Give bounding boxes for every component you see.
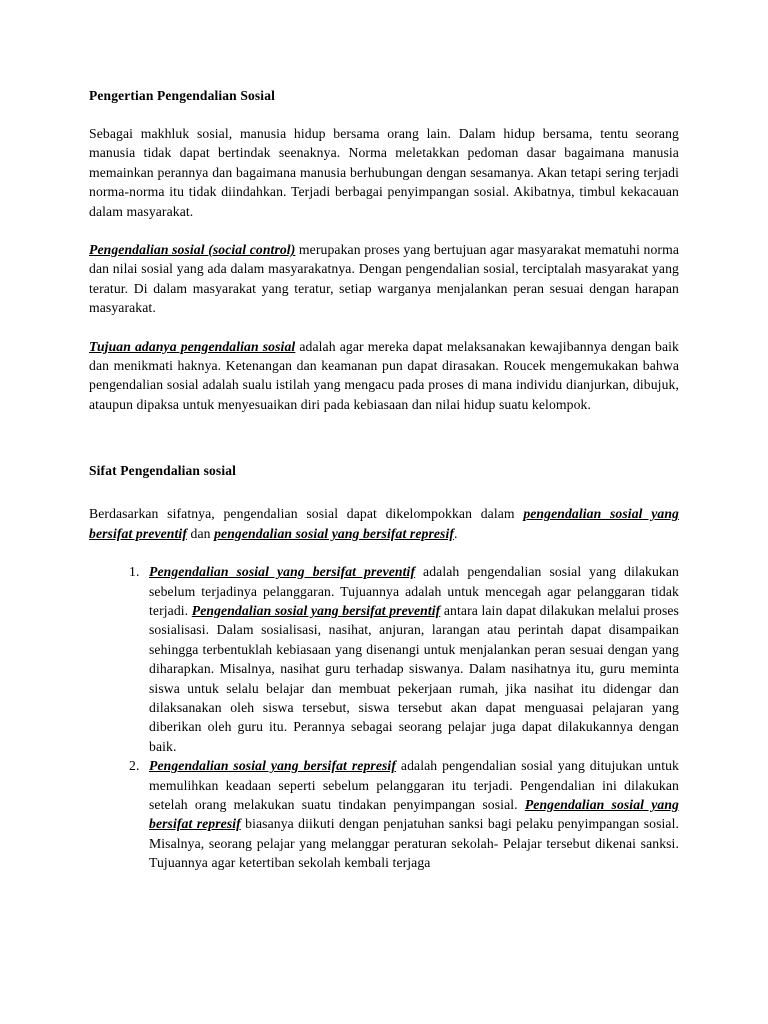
emphasis-represif-repeat: Pengendalian sosial yang bersifat represif [149,796,679,832]
list-item-text: adalah pengendalian sosial yang dilakukan sebelum terjadinya pelanggaran. Tujuannya adalah untuk mencegah agar pelanggaran tidak terjadi. [149,564,679,618]
list-item [143,756,679,872]
paragraph-definition-intro [89,124,679,221]
emphasis-preventif-repeat: Pengendalian sosial yang bersifat preventif [191,602,441,618]
spacer [89,414,679,461]
paragraph-text: merupakan proses yang bertujuan agar masyarakat mematuhi norma dan nilai sosial yang ada dalam masyarakatnya. Dengan pengendalian sosial, terciptalah masyarakat yang teratur. Di dalam masyarakat yang teratur, setiap warganya menjalankan peran sesuai dengan harapan masyarakat. [89,242,679,316]
spacer [89,105,679,124]
sifat-list [89,562,679,873]
paragraph-sifat-intro [89,504,679,543]
document-content [89,86,679,873]
spacer [89,480,679,504]
section-heading-sifat: Sifat Pengendalian sosial [89,463,237,479]
list-item-text: antara lain dapat dilakukan melalui proses sosialisasi. Dalam sosialisasi, nasihat, anjuran, larangan atau perintah dapat disampaikan sehingga terbentuklah kebiasaan yang disenangi untuk menjalankan peran sesuai dengan yang diharapkan. Misalnya, nasihat guru terhadap siswanya. Dalam nasihatnya itu, guru meminta siswa untuk selalu belajar dan membuat pekerjaan rumah, jika nasihat itu didengar dan dilaksanakan oleh siswa tersebut, siswa tersebut akan dapat menguasai pelajaran yang diberikan oleh guru itu. Perannya sebagai seorang pelajar juga dapat dilakukannya dengan baik. [149,602,679,754]
section-heading-pengertian: Pengertian Pengendalian Sosial [89,88,276,103]
list-item-text: adalah pengendalian sosial yang ditujukan untuk memulihkan keadaan seperti sebelum pelanggaran itu terjadi. Pengendalian ini dilakukan setelah orang melakukan suatu tindakan penyimpangan sosial. [149,758,679,812]
emphasis-represif-heading: Pengendalian sosial yang bersifat represif [149,758,396,774]
emphasis-represif: pengendalian sosial yang bersifat represif [214,525,455,541]
paragraph-text: . [454,525,458,541]
list-item [143,562,679,756]
paragraph-social-control [89,240,679,318]
emphasis-tujuan-adanya-pengendalian-sosial: Tujuan adanya pengendalian sosial [89,338,296,354]
paragraph-text: dan [186,525,215,541]
emphasis-pengendalian-sosial-social-control: Pengendalian sosial (social control) [89,242,296,258]
paragraph-tujuan [89,337,679,415]
paragraph-text: Sebagai makhluk sosial, manusia hidup bersama orang lain. Dalam hidup bersama, tentu seorang manusia tidak dapat bertindak seenaknya. Norma meletakkan pedoman dasar bagaimana manusia memainkan perannya dan bagaimana manusia berhubungan dengan sesamanya. Akan tetapi sering terjadi norma-norma itu tidak diindahkan. Terjadi berbagai penyimpangan sosial. Akibatnya, timbul kekacauan dalam masyarakat. [89,126,679,219]
list-item-text: biasanya diikuti dengan penjatuhan sanksi bagi pelaku penyimpangan sosial. Misalnya, seorang pelajar yang melanggar peraturan sekolah- Pelajar tersebut dikenai sanksi. Tujuannya agar ketertiban sekolah kembali terjaga [149,816,679,871]
spacer [89,221,679,240]
spacer [89,543,679,562]
spacer [89,318,679,337]
paragraph-text: Berdasarkan sifatnya, pengendalian sosial dapat dikelompokkan dalam [89,506,524,522]
emphasis-preventif-heading: Pengendalian sosial yang bersifat preventif [149,564,416,580]
paragraph-text: adalah agar mereka dapat melaksanakan kewajibannya dengan baik dan menikmati haknya. Ketenangan dan keamanan pun dapat dirasakan. Roucek mengemukakan bahwa pengendalian sosial adalah sualu istilah yang mengacu pada proses di mana individu dianjurkan, dibujuk, ataupun dipaksa untuk menyesuaikan diri pada kebiasaan dan nilai hidup suatu kelompok. [89,338,680,412]
emphasis-preventif: pengendalian sosial yang bersifat preventif [89,506,679,541]
